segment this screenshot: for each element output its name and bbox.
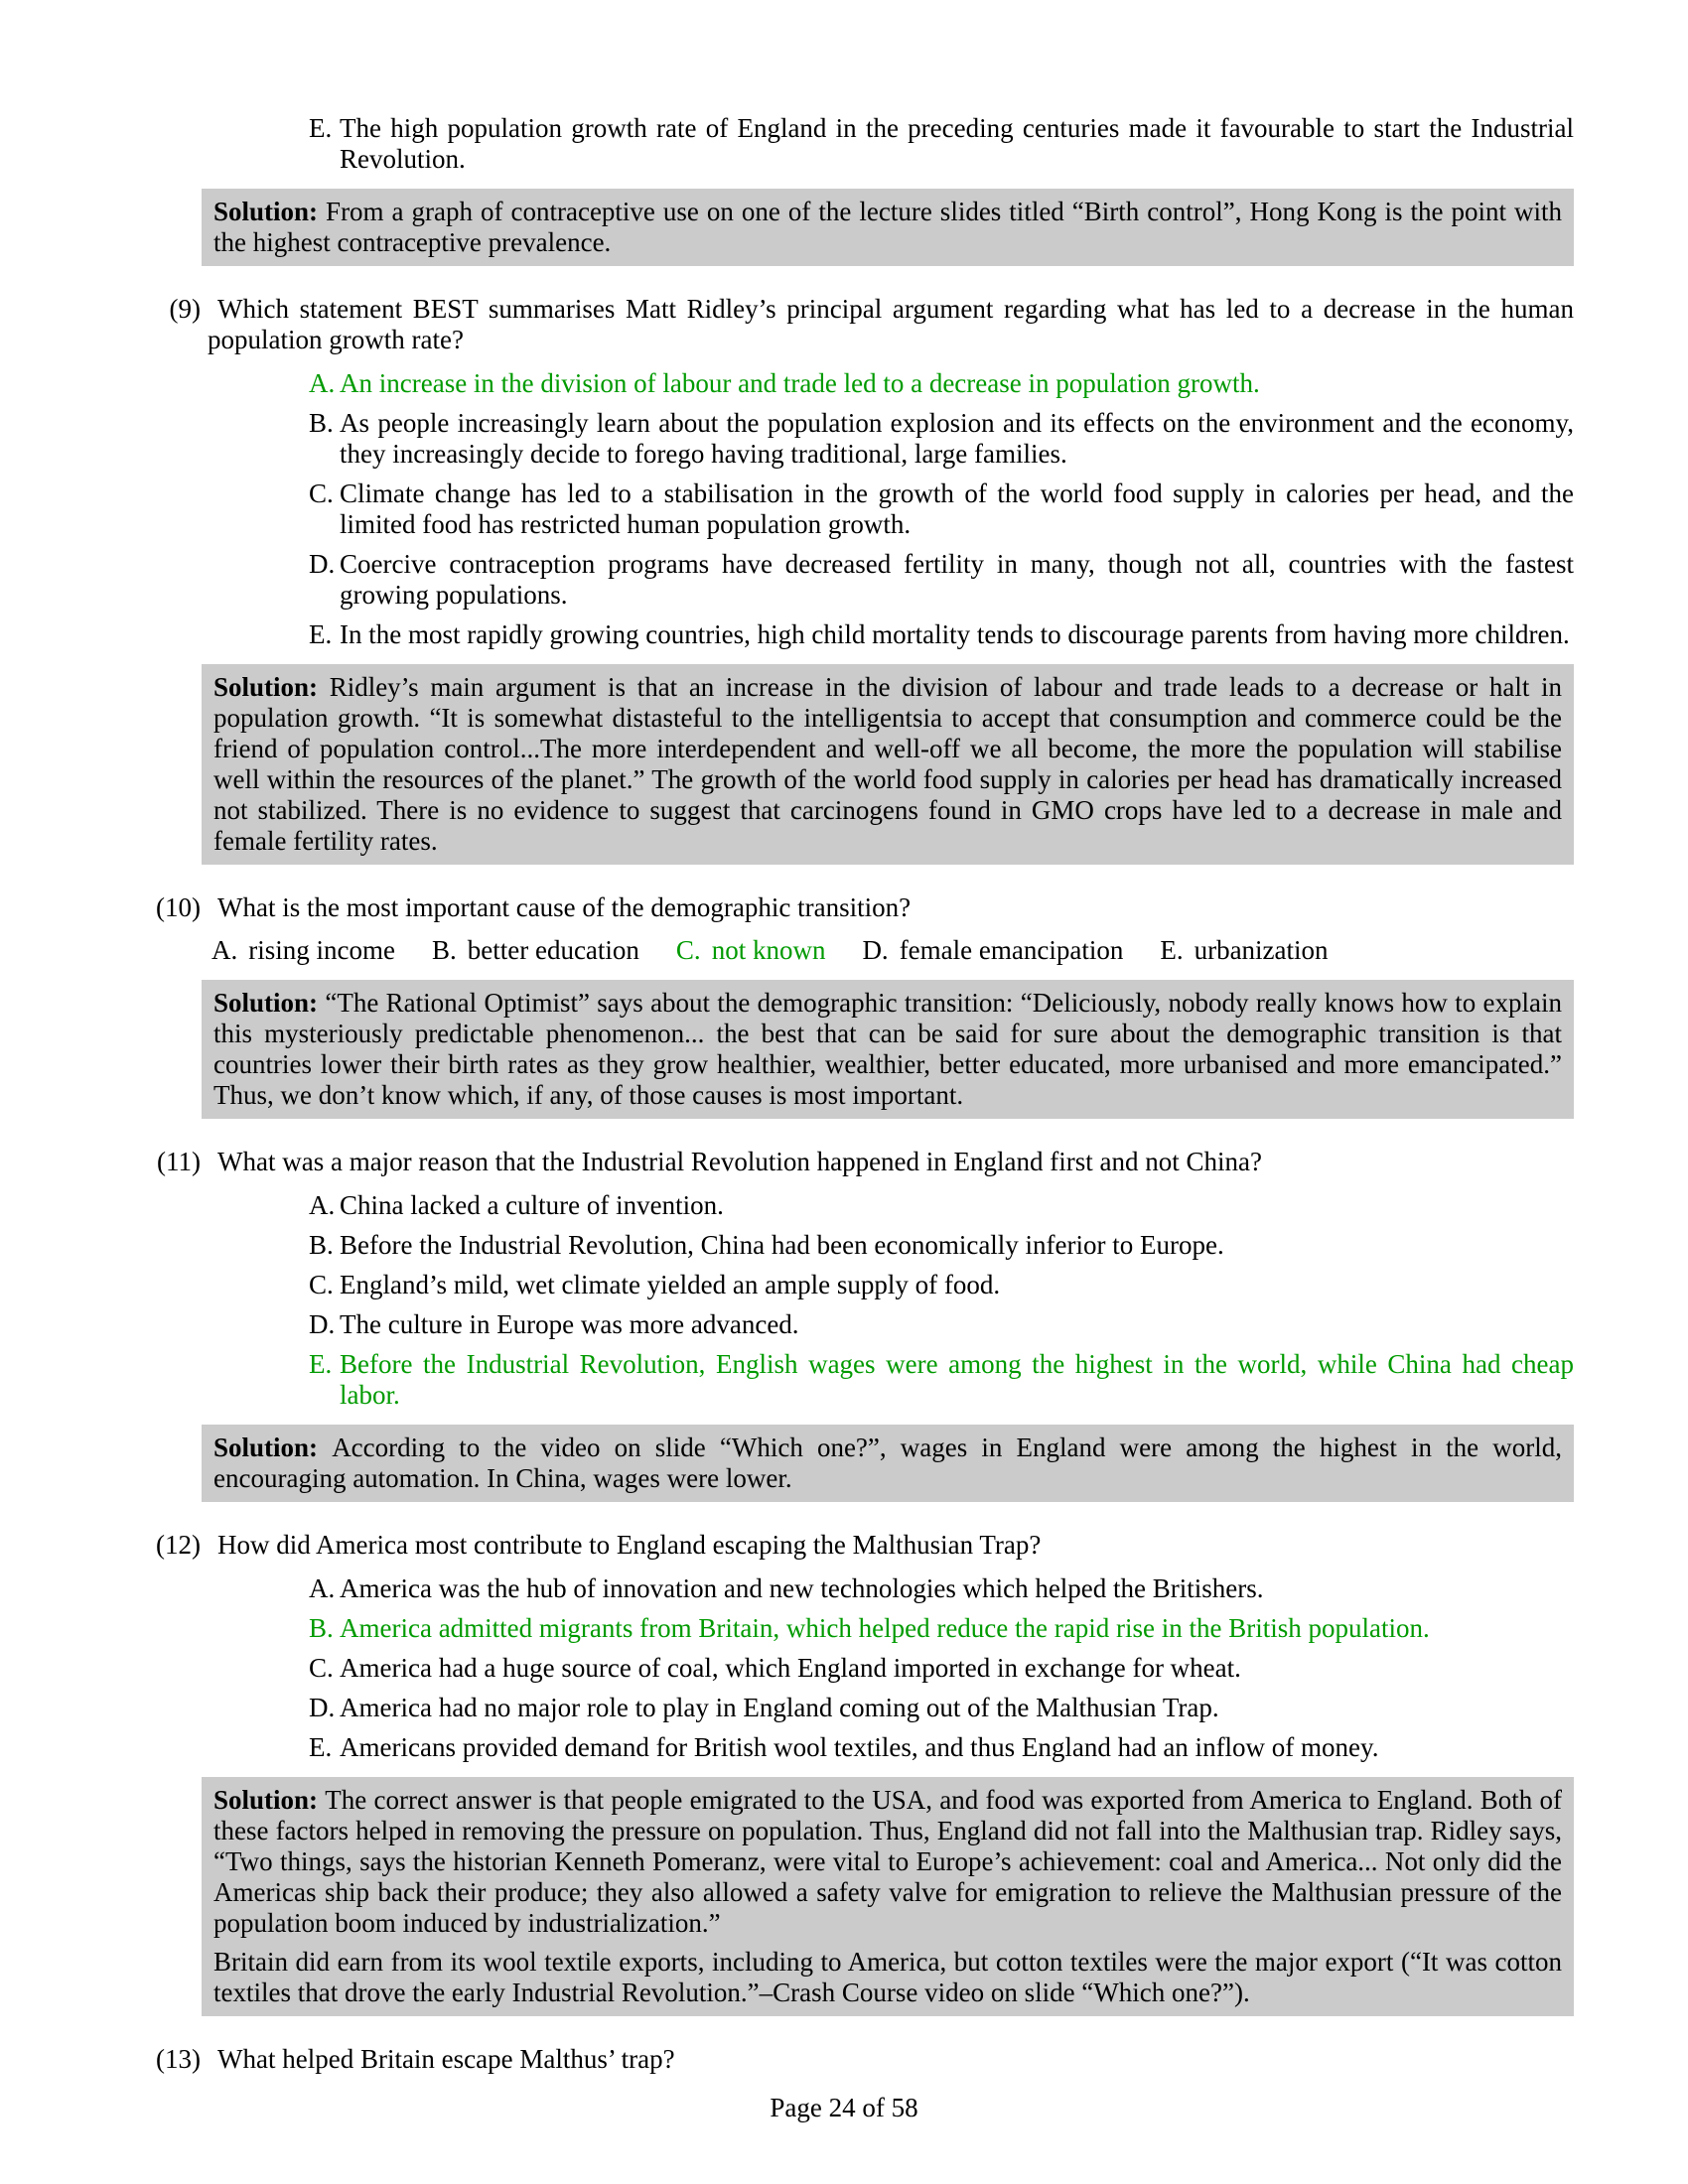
option-row-e	[309, 1349, 1574, 1411]
solution-box-q11	[202, 1425, 1574, 1502]
inline-option-b	[432, 935, 639, 966]
solution-label: Solution:	[213, 672, 319, 702]
question-stem: How did America most contribute to England escaping the Malthusian Trap?	[217, 1530, 1042, 1560]
option-label: A.	[309, 368, 336, 398]
option-label: B.	[431, 935, 457, 965]
question-stem: What helped Britain escape Malthus’ trap?	[217, 2044, 675, 2074]
solution-paragraph	[213, 1947, 1562, 2008]
option-text: America had a huge source of coal, which England imported in exchange for wheat.	[340, 1653, 1241, 1683]
question-number: (13)	[156, 2044, 201, 2074]
option-row-b	[309, 1230, 1574, 1261]
option-label: A.	[309, 1190, 336, 1220]
option-row-a	[309, 1573, 1574, 1604]
solution-label: Solution:	[213, 197, 319, 226]
solution-paragraph	[213, 672, 1562, 857]
option-text: The culture in Europe was more advanced.	[340, 1309, 799, 1339]
option-row-a	[309, 1190, 1574, 1221]
question-number: (11)	[157, 1147, 201, 1176]
option-row-e	[309, 113, 1574, 175]
question-11-options	[309, 1190, 1574, 1411]
option-text: urbanization	[1194, 935, 1329, 965]
option-label: B.	[309, 408, 334, 438]
question-number: (12)	[156, 1530, 201, 1560]
option-row-e	[309, 1732, 1574, 1763]
option-row-e	[309, 619, 1574, 650]
option-label: E.	[309, 113, 333, 143]
option-label: D.	[309, 1693, 336, 1722]
solution-text: Britain did earn from its wool textile exports, including to America, but cotton textiles were the major export (“It was cotton textiles that drove the early Industrial Revolution.”–Crash Course video on slide “Which one?”).	[213, 1947, 1562, 2007]
solution-box-q12	[202, 1777, 1574, 2016]
option-text: female emancipation	[899, 935, 1124, 965]
option-text: America had no major role to play in England coming out of the Malthusian Trap.	[340, 1693, 1219, 1722]
question-12	[137, 1530, 1574, 1561]
option-text: In the most rapidly growing countries, high child mortality tends to discourage parents from having more children.	[340, 619, 1570, 649]
solution-paragraph	[213, 197, 1562, 258]
question-9	[137, 294, 1574, 355]
option-text: Coercive contraception programs have decreased fertility in many, though not all, countries with the fastest growing populations.	[340, 549, 1574, 610]
option-label: B.	[309, 1613, 334, 1643]
solution-text: The correct answer is that people emigrated to the USA, and food was exported from America to England. Both of these factors helped in removing the pressure on population. Thus, England did not fall into the Malthusian trap. Ridley says, “Two things, says the historian Kenneth Pomeranz, were vital to Europe’s achievement: coal and America... Not only did the Americas ship back their produce; they also allowed a safety valve for emigration to relieve the Malthusian pressure of the population boom induced by industrialization.”	[213, 1785, 1563, 1938]
option-text: China lacked a culture of invention.	[340, 1190, 724, 1220]
option-label: A.	[309, 1573, 336, 1603]
solution-text: Ridley’s main argument is that an increase in the division of labour and trade leads to a decrease or halt in population growth. “It is somewhat distasteful to the intelligentsia to accept that consumption and commerce could be the friend of population control...The more interdependent and well-off we all become, the more the population will stabilise well within the resources of the planet.” The growth of the world food supply in calories per head has dramatically increased not stabilized. There is no evidence to suggest that carcinogens found in GMO crops have led to a decrease in male and female fertility rates.	[213, 672, 1563, 856]
question-9-options	[309, 368, 1574, 650]
option-label: A.	[211, 935, 238, 965]
question-13	[137, 2044, 1574, 2075]
question-stem: What is the most important cause of the demographic transition?	[217, 892, 912, 922]
option-text: rising income	[248, 935, 395, 965]
option-text: Before the Industrial Revolution, English wages were among the highest in the world, while China had cheap labor.	[340, 1349, 1574, 1410]
solution-text: “The Rational Optimist” says about the demographic transition: “Deliciously, nobody really knows how to explain this mysteriously predictable phenomenon... the best that can be said for sure about the demographic transition is that countries lower their birth rates as they grow healthier, wealthier, better educated, more urbanised and more emancipated.” Thus, we don’t know which, if any, of those causes is most important.	[213, 988, 1563, 1110]
option-label: C.	[309, 1653, 334, 1683]
option-row-a	[309, 368, 1574, 399]
question-number: (10)	[156, 892, 201, 922]
option-text: Before the Industrial Revolution, China had been economically inferior to Europe.	[340, 1230, 1224, 1260]
question-number: (9)	[169, 294, 201, 324]
option-text: Climate change has led to a stabilisation in the growth of the world food supply in calories per head, and the limited food has restricted human population growth.	[340, 478, 1574, 539]
solution-box-q10	[202, 980, 1574, 1119]
option-row-c	[309, 1270, 1574, 1300]
solution-label: Solution:	[213, 988, 319, 1018]
question-10	[137, 892, 1574, 923]
option-row-c	[309, 1653, 1574, 1684]
inline-option-a	[211, 935, 395, 966]
question-12-options	[309, 1573, 1574, 1763]
solution-paragraph	[213, 1785, 1562, 1939]
option-row-d	[309, 1693, 1574, 1723]
inline-option-c	[676, 935, 826, 966]
question-stem: Which statement BEST summarises Matt Ridley’s principal argument regarding what has led to a decrease in the human population growth rate?	[208, 294, 1574, 354]
option-label: E.	[309, 1732, 333, 1762]
page-footer: Page 24 of 58	[770, 2093, 918, 2122]
option-text: better education	[467, 935, 639, 965]
question-stem: What was a major reason that the Industrial Revolution happened in England first and not China?	[217, 1147, 1262, 1176]
option-row-d	[309, 1309, 1574, 1340]
option-label: E.	[309, 1349, 333, 1379]
solution-box-q9	[202, 664, 1574, 865]
option-label: D.	[862, 935, 889, 965]
option-label: C.	[309, 478, 334, 508]
option-text: not known	[711, 935, 826, 965]
solution-paragraph	[213, 988, 1562, 1111]
option-row-b	[309, 1613, 1574, 1644]
solution-text: According to the video on slide “Which one?”, wages in England were among the highest in the world, encouraging automation. In China, wages were lower.	[213, 1433, 1563, 1493]
option-text: As people increasingly learn about the population explosion and its effects on the environment and the economy, they increasingly decide to forego having traditional, large families.	[340, 408, 1574, 469]
solution-label: Solution:	[213, 1433, 319, 1462]
option-text: Americans provided demand for British wool textiles, and thus England had an inflow of money.	[340, 1732, 1379, 1762]
option-text: America was the hub of innovation and new technologies which helped the Britishers.	[340, 1573, 1264, 1603]
option-label: D.	[309, 1309, 336, 1339]
option-label: E.	[1160, 935, 1184, 965]
option-text: The high population growth rate of England in the preceding centuries made it favourable to start the Industrial Revolution.	[340, 113, 1574, 174]
solution-label: Solution:	[213, 1785, 319, 1815]
inline-option-e	[1160, 935, 1328, 966]
option-label: D.	[309, 549, 336, 579]
option-text: America admitted migrants from Britain, which helped reduce the rapid rise in the British population.	[340, 1613, 1430, 1643]
option-text: An increase in the division of labour and trade led to a decrease in population growth.	[340, 368, 1260, 398]
question-11	[137, 1147, 1574, 1177]
solution-box-q8	[202, 189, 1574, 266]
solution-paragraph	[213, 1433, 1562, 1494]
option-text: England’s mild, wet climate yielded an ample supply of food.	[340, 1270, 1001, 1299]
option-label: B.	[309, 1230, 334, 1260]
orphan-options	[309, 113, 1574, 175]
inline-option-d	[862, 935, 1123, 966]
solution-text: From a graph of contraceptive use on one of the lecture slides titled “Birth control”, Hong Kong is the point with the highest contraceptive prevalence.	[213, 197, 1562, 257]
option-label: C.	[675, 935, 701, 965]
option-row-b	[309, 408, 1574, 470]
option-label: C.	[309, 1270, 334, 1299]
question-10-options	[211, 935, 1574, 966]
option-label: E.	[309, 619, 333, 649]
option-row-d	[309, 549, 1574, 611]
option-row-c	[309, 478, 1574, 540]
